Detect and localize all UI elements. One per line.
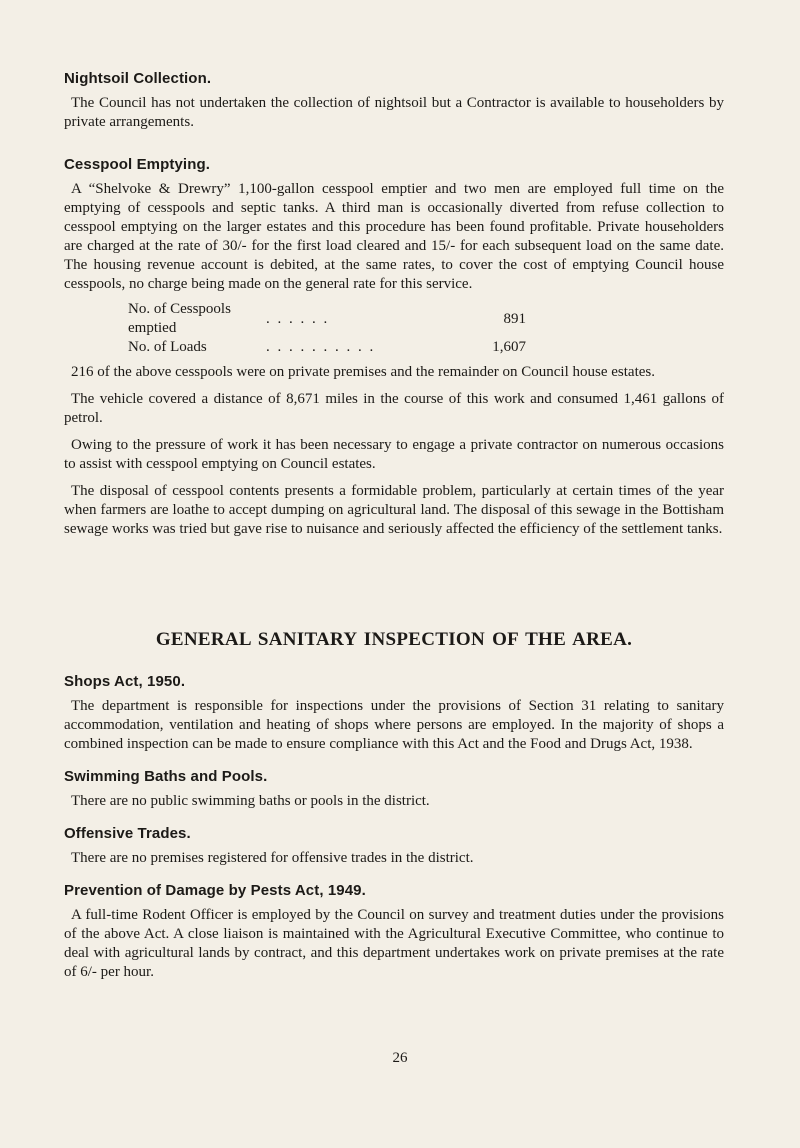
pests-paragraph: A full-time Rodent Officer is employed by the Council on survey and treatment duties under the provisions of the above Act. A close liaison is maintained with the Agricultural Executive Committee, who continue to deal with agricultural lands by contract, and this department undertakes work on private premises at the rate of 6/- per hour. <box>64 907 724 980</box>
pests-heading: Prevention of Damage by Pests Act, 1949. <box>64 882 366 899</box>
swimming-heading: Swimming Baths and Pools. <box>64 768 268 785</box>
document-page <box>64 70 724 996</box>
cesspool-stats-table <box>128 300 526 357</box>
stats-value: 891 <box>503 310 526 327</box>
cesspool-heading: Cesspool Emptying. <box>64 156 210 173</box>
offensive-trades-paragraph: There are no premises registered for offensive trades in the district. <box>71 850 474 866</box>
nightsoil-section <box>64 70 724 132</box>
cesspool-paragraph-2: 216 of the above cesspools were on private premises and the remainder on Council house estates. <box>71 364 655 380</box>
shops-paragraph: The department is responsible for inspections under the provisions of Section 31 relating to sanitary accommodation, ventilation and heating of shops where persons are employed. In the majority of shops a combined inspection can be made to ensure compliance with this Act and the Food and Drugs Act, 1938. <box>64 698 724 752</box>
cesspool-section <box>64 156 724 539</box>
offensive-trades-section <box>64 825 724 868</box>
swimming-paragraph: There are no public swimming baths or pools in the district. <box>71 793 430 809</box>
pests-section <box>64 882 724 982</box>
shops-heading: Shops Act, 1950. <box>64 673 186 690</box>
stats-label: No. of Loads <box>128 339 207 355</box>
nightsoil-heading: Nightsoil Collection. <box>64 70 212 87</box>
cesspool-paragraph-4: Owing to the pressure of work it has been necessary to engage a private contractor on numerous occasions to assist with cesspool emptying on Council estates. <box>64 437 724 472</box>
main-section-title: GENERAL SANITARY INSPECTION OF THE AREA. <box>155 629 633 650</box>
cesspool-paragraph-1: A “Shelvoke & Drewry” 1,100-gallon cesspool emptier and two men are employed full time on the emptying of cesspools and septic tanks. A third man is occasionally diverted from refuse collection to cesspool emptying on the larger estates and this procedure has been found profitable. Private householders are charged at the rate of 30/- for the first load cleared and 15/- for each subsequent load on the same date. The housing revenue account is debited, at the same rates, to cover the cost of emptying Council house cesspools, no charge being made on the general rate for this service. <box>64 181 724 292</box>
swimming-section <box>64 768 724 811</box>
stats-row <box>128 338 526 357</box>
shops-section <box>64 673 724 754</box>
cesspool-paragraph-5: The disposal of cesspool contents presents a formidable problem, particularly at certain times of the year when farmers are loathe to accept dumping on agricultural land. The disposal of this sewage in the Bottisham sewage works was tried but gave rise to nuisance and seriously affected the efficiency of the settlement tanks. <box>64 483 724 537</box>
stats-label: No. of Cesspools emptied <box>128 301 231 336</box>
stats-value: 1,607 <box>492 339 526 355</box>
offensive-trades-heading: Offensive Trades. <box>64 825 191 842</box>
stats-leader-dots: . . . . . . <box>266 310 330 327</box>
stats-row <box>128 300 526 338</box>
page-number: 26 <box>392 1050 408 1066</box>
stats-leader-dots: . . . . . . . . . . <box>266 339 376 355</box>
cesspool-paragraph-3: The vehicle covered a distance of 8,671 miles in the course of this work and consumed 1,461 gallons of petrol. <box>64 391 724 426</box>
nightsoil-paragraph: The Council has not undertaken the collection of nightsoil but a Contractor is available to householders by private arrangements. <box>64 95 724 130</box>
